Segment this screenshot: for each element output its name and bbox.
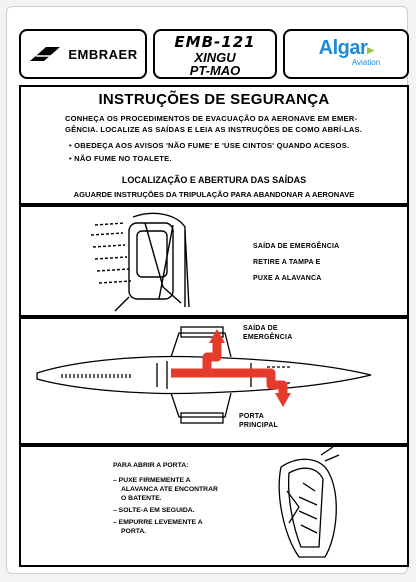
aircraft-top-view [21,319,407,443]
registration: PT-MAO [189,63,241,78]
crew-instructions-note: AGUARDE INSTRUÇÕES DA TRIPULAÇÃO PARA ABANDONAR A AERONAVE [73,190,355,199]
intro-text: CONHEÇA OS PROCEDIMENTOS DE EVACUAÇÃO DA AERONAVE EM EMER- GÊNCIA. LOCALIZE AS SAÍDAS E LEIA AS INSTRUÇÕES DE COMO ABRÍ-LAS. [65,114,363,134]
operator-chevron-icon: ▸ [367,42,374,57]
door-step-2: – SOLTE-A EM SEGUIDA. [113,507,195,514]
bullet-no-smoking-toilet: • NÃO FUME NO TOALETE. [69,154,172,163]
door-instructions [113,461,223,539]
aircraft-plan-panel [19,317,409,445]
exit-step-2: RETIRE A TAMPA E [253,259,321,266]
door-heading: PARA ABRIR A PORTA: [113,462,189,469]
door-step-3: – EMPURRE LEVEMENTE A PORTA. [113,519,203,535]
model-name: XINGU [194,50,236,65]
embraer-wing-icon [28,44,62,64]
door-step-1: – PUXE FIRMEMENTE A ALAVANCA ATE ENCONTRAR O BATENTE. [113,477,218,502]
main-door-panel [19,445,409,567]
bullet-no-smoking-signs: • OBEDEÇA AOS AVISOS 'NÃO FUME' E 'USE CINTOS' QUANDO ACESOS. [69,141,350,150]
plan-door-label-1: PORTA [239,413,264,420]
brand-name: EMBRAER [68,46,138,62]
plan-door-label-2: PRINCIPAL [239,422,279,429]
operator-name: Algar▸ [318,37,374,59]
page-title: INSTRUÇÕES DE SEGURANÇA [98,91,330,108]
operator-sub: Aviation [351,58,381,67]
plan-exit-label-1: SAÍDA DE [243,325,278,332]
operator-logo-box [283,29,409,79]
main-door-handle-icon [259,447,349,565]
section-subtitle: LOCALIZAÇÃO E ABERTURA DAS SAÍDAS [121,175,307,185]
emergency-exit-panel [19,205,409,317]
embraer-logo-box [19,29,147,79]
model-code: EMB-121 [174,33,256,51]
aircraft-model-box [153,29,277,79]
safety-instructions-panel [19,85,409,205]
safety-card [6,6,408,574]
exit-step-3: PUXE A ALAVANCA [253,275,322,282]
plan-exit-label-2: EMERGÊNCIA [243,334,293,341]
exit-step-1: SAÍDA DE EMERGÊNCIA [253,243,340,250]
